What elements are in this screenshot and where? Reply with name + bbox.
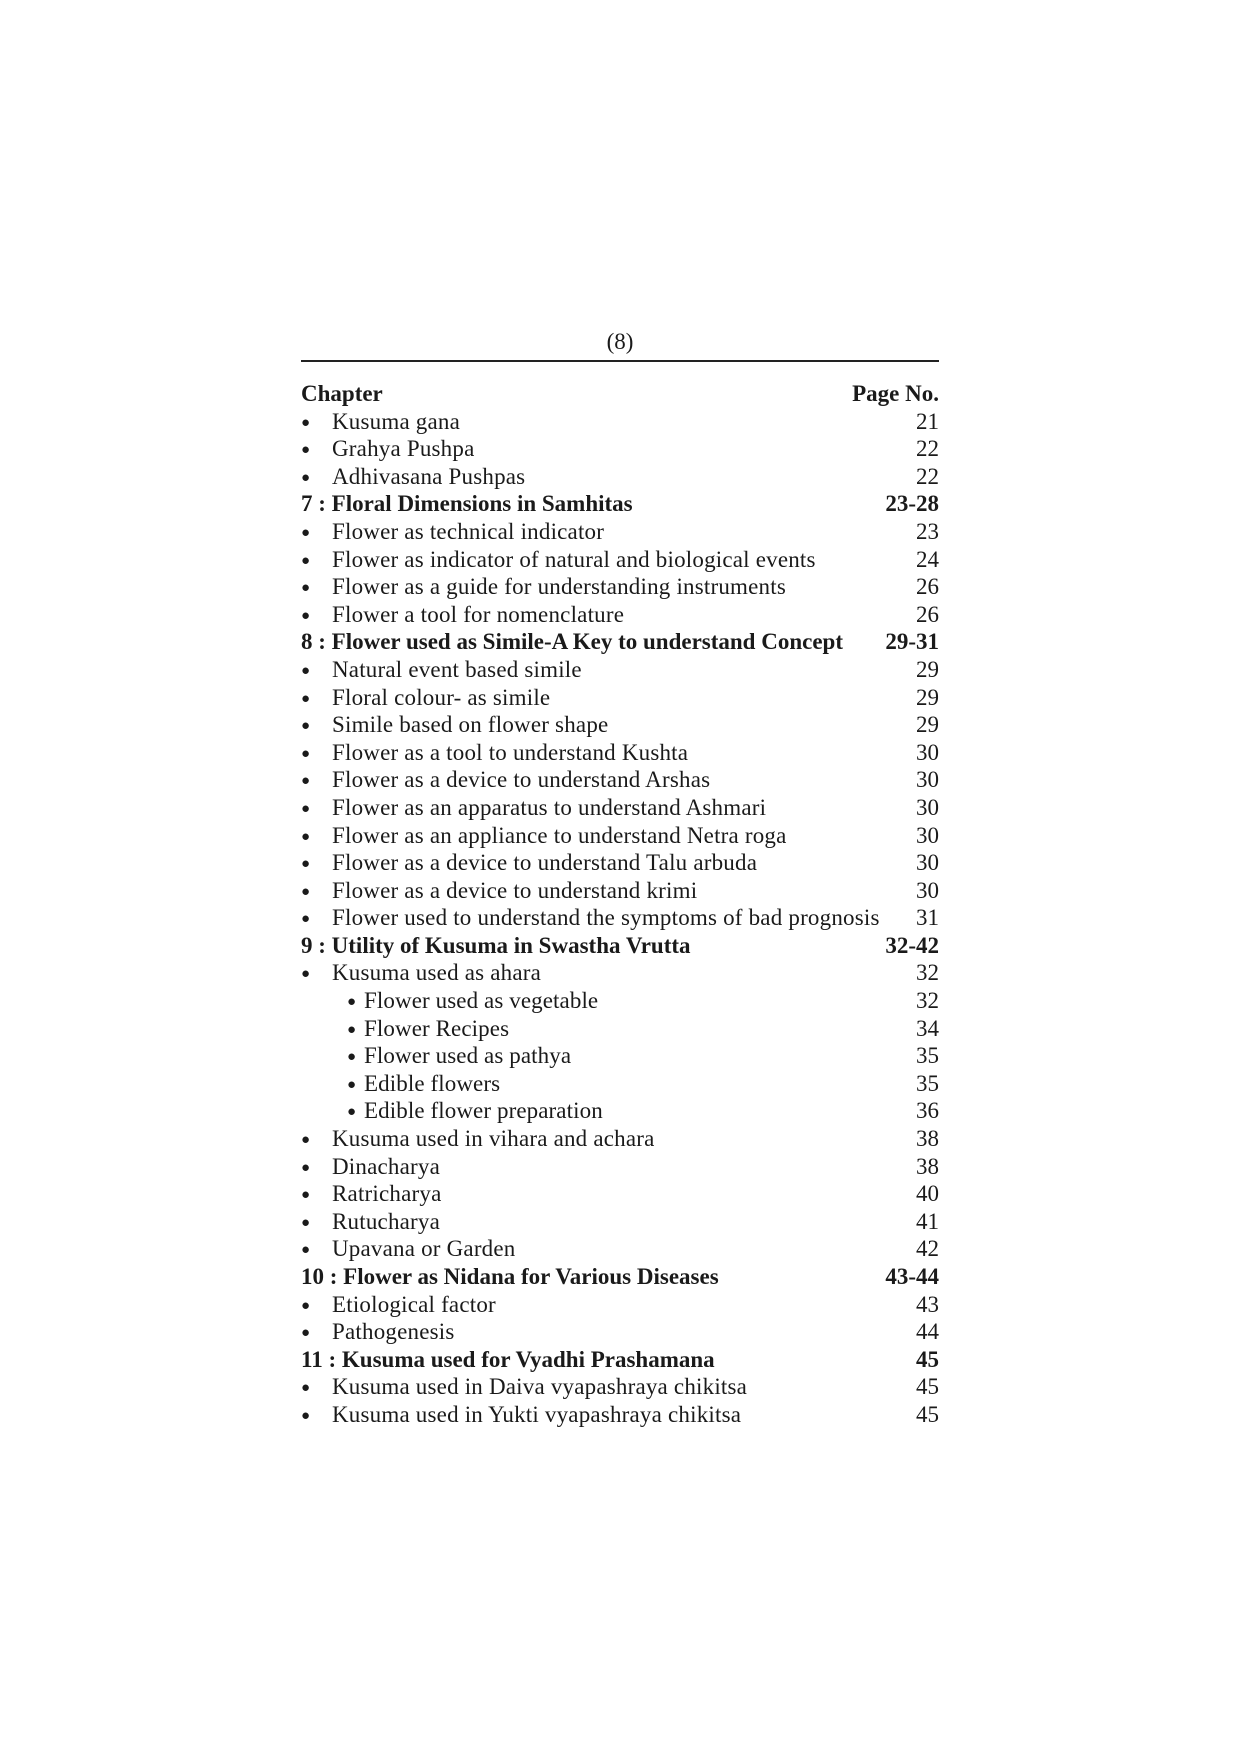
entry-title: 11 : Kusuma used for Vyadhi Prashamana [301,1346,715,1372]
section-entry [301,959,939,987]
chapter-entry [301,932,939,960]
entry-page-number: 44 [916,1319,939,1345]
bullet-icon: ● [347,1021,357,1038]
entry-title: Flower Recipes [364,1015,510,1041]
section-entry [301,518,939,546]
bullet-icon: ● [347,1104,357,1121]
bullet-icon: ● [301,1297,311,1314]
entry-title: Flower as a guide for understanding instruments [332,574,786,600]
bullet-icon: ● [301,1407,311,1424]
sub-entry [301,1042,939,1070]
entry-page-number: 45 [916,1401,939,1427]
entry-title: Flower a tool for nomenclature [332,601,625,627]
entry-page-number: 35 [916,1070,939,1096]
bullet-icon: ● [347,994,357,1011]
bullet-icon: ● [301,745,311,762]
bullet-icon: ● [301,552,311,569]
entry-title: Kusuma gana [332,408,461,434]
bullet-icon: ● [301,580,311,597]
bullet-icon: ● [301,690,311,707]
bullet-icon: ● [301,911,311,928]
entry-title: Upavana or Garden [332,1236,516,1262]
chapter-entry [301,1346,939,1374]
bullet-icon: ● [301,828,311,845]
bullet-icon: ● [301,966,311,983]
section-entry [301,601,939,629]
bullet-icon: ● [301,856,311,873]
bullet-icon: ● [301,883,311,900]
bullet-icon: ● [301,1380,311,1397]
section-entry [301,684,939,712]
chapter-entry [301,628,939,656]
section-entry [301,1153,939,1181]
chapter-column-heading: Chapter [301,381,383,406]
entry-page-number: 21 [916,408,939,434]
entry-title: Flower used as vegetable [364,988,599,1014]
sub-entry [301,1015,939,1043]
bullet-icon: ● [347,1049,357,1066]
entry-title: Flower as a tool to understand Kushta [332,739,689,765]
section-entry [301,573,939,601]
page-column-heading: Page No. [852,381,939,406]
entry-title: Kusuma used as ahara [332,960,542,986]
section-entry [301,1208,939,1236]
entry-title: Kusuma used in Daiva vyapashraya chikitsa [332,1374,748,1400]
chapter-entry [301,1263,939,1291]
page-number: (8) [606,329,634,354]
entry-page-number: 30 [916,739,939,765]
entry-page-number: 45 [916,1374,939,1400]
section-entry [301,1180,939,1208]
section-entry [301,408,939,436]
entry-title: Kusuma used in vihara and achara [332,1126,655,1152]
entry-page-number: 45 [916,1346,939,1372]
entry-title: 8 : Flower used as Simile-A Key to understand Concept [301,629,843,655]
entry-page-number: 22 [916,463,939,489]
contents-page [301,328,939,1429]
entry-title: Etiological factor [332,1291,496,1317]
entry-title: 9 : Utility of Kusuma in Swastha Vrutta [301,932,691,958]
bullet-icon: ● [301,524,311,541]
section-entry [301,766,939,794]
entry-page-number: 29 [916,656,939,682]
entry-title: Flower as a device to understand Talu arbuda [332,850,758,876]
entry-page-number: 30 [916,877,939,903]
sub-entry [301,1097,939,1125]
entry-page-number: 38 [916,1126,939,1152]
entry-title: Dinacharya [332,1153,440,1179]
entry-page-number: 23 [916,518,939,544]
bullet-icon: ● [301,607,311,624]
entry-title: Grahya Pushpa [332,436,475,462]
entry-page-number: 30 [916,767,939,793]
entry-page-number: 34 [916,1015,939,1041]
entry-page-number: 30 [916,794,939,820]
section-entry [301,435,939,463]
entry-title: Natural event based simile [332,656,582,682]
bullet-icon: ● [301,469,311,486]
section-entry [301,739,939,767]
entry-title: Flower as a device to understand krimi [332,877,698,903]
bullet-icon: ● [301,718,311,735]
entry-title: Flower as a device to understand Arshas [332,767,711,793]
entry-title: Flower used to understand the symptoms of bad prognosis [332,905,880,931]
section-entry [301,1125,939,1153]
section-entry [301,1373,939,1401]
entry-title: Kusuma used in Yukti vyapashraya chikitsa [332,1401,742,1427]
bullet-icon: ● [301,773,311,790]
entry-page-number: 23-28 [885,491,939,517]
section-entry [301,1235,939,1263]
bullet-icon: ● [301,1159,311,1176]
entry-page-number: 36 [916,1098,939,1124]
entry-title: Flower as an appliance to understand Netra roga [332,822,787,848]
section-entry [301,711,939,739]
entry-page-number: 32 [916,960,939,986]
bullet-icon: ● [301,442,311,459]
section-entry [301,656,939,684]
bullet-icon: ● [301,1242,311,1259]
entry-title: Flower as indicator of natural and biological events [332,546,816,572]
entry-page-number: 30 [916,850,939,876]
entry-page-number: 26 [916,574,939,600]
entry-title: Ratricharya [332,1181,442,1207]
entry-title: Rutucharya [332,1208,441,1234]
entry-page-number: 32-42 [885,932,939,958]
entry-title: Flower used as pathya [364,1043,572,1069]
entry-page-number: 26 [916,601,939,627]
sub-entry [301,1070,939,1098]
section-entry [301,546,939,574]
bullet-icon: ● [301,414,311,431]
contents-header [301,380,939,408]
bullet-icon: ● [301,1214,311,1231]
entry-page-number: 35 [916,1043,939,1069]
entry-title: Edible flower preparation [364,1098,603,1124]
section-entry [301,794,939,822]
entry-page-number: 22 [916,436,939,462]
entry-page-number: 32 [916,988,939,1014]
entry-page-number: 29-31 [885,629,939,655]
entry-title: Floral colour- as simile [332,684,551,710]
bullet-icon: ● [301,662,311,679]
bullet-icon: ● [347,1076,357,1093]
header-rule [301,360,939,362]
section-entry [301,463,939,491]
entry-title: Flower as technical indicator [332,518,605,544]
section-entry [301,904,939,932]
section-entry [301,822,939,850]
chapter-entry [301,490,939,518]
entry-title: 7 : Floral Dimensions in Samhitas [301,491,633,517]
bullet-icon: ● [301,1187,311,1204]
entry-title: Simile based on flower shape [332,712,609,738]
entry-page-number: 24 [916,546,939,572]
entry-page-number: 29 [916,684,939,710]
entry-page-number: 29 [916,712,939,738]
section-entry [301,877,939,905]
section-entry [301,1318,939,1346]
entry-page-number: 42 [916,1236,939,1262]
entry-page-number: 43-44 [885,1264,939,1289]
sub-entry [301,987,939,1015]
entry-page-number: 40 [916,1181,939,1207]
entry-title: Adhivasana Pushpas [332,463,526,489]
entry-page-number: 31 [916,905,939,931]
section-entry [301,1291,939,1319]
entry-page-number: 41 [916,1208,939,1234]
entry-title: 10 : Flower as Nidana for Various Diseases [301,1264,719,1289]
contents-list [301,408,939,1429]
bullet-icon: ● [301,800,311,817]
entry-title: Flower as an apparatus to understand Ashmari [332,794,767,820]
entry-title: Pathogenesis [332,1319,455,1345]
bullet-icon: ● [301,1325,311,1342]
entry-page-number: 30 [916,822,939,848]
entry-page-number: 43 [916,1291,939,1317]
bullet-icon: ● [301,1132,311,1149]
section-entry [301,1401,939,1429]
entry-title: Edible flowers [364,1070,501,1096]
entry-page-number: 38 [916,1153,939,1179]
section-entry [301,849,939,877]
